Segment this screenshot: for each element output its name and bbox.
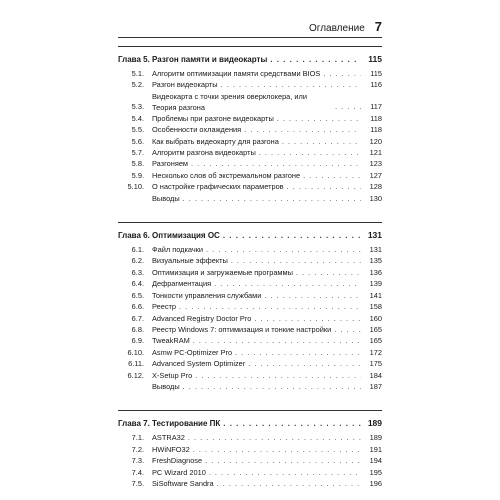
leader-dots: [270, 54, 361, 66]
section-title: ASTRA32: [152, 433, 185, 443]
toc-entry: [118, 444, 382, 455]
leader-dots: [217, 478, 361, 489]
toc-entry: [118, 335, 382, 346]
leader-dots: [323, 68, 361, 79]
table-of-contents: [118, 42, 382, 489]
section-title: TweakRAM: [152, 336, 190, 346]
section-number: 6.1.: [131, 245, 144, 255]
section-title: SiSoftware Sandra: [152, 478, 214, 488]
chapter-heading: [118, 417, 382, 430]
toc-entry: [118, 324, 382, 335]
toc-entry: [118, 244, 382, 255]
section-number: 5.6.: [131, 136, 144, 146]
toc-entry: [118, 68, 382, 79]
leader-dots: [287, 181, 361, 192]
leader-dots: [206, 244, 361, 255]
section-number: 7.3.: [131, 456, 144, 466]
toc-entry: [118, 381, 382, 392]
section-page: 194: [369, 456, 382, 466]
section-page: 136: [369, 267, 382, 277]
section-number: 6.5.: [131, 290, 144, 300]
section-page: 195: [369, 467, 382, 477]
toc-entry: [118, 193, 382, 204]
section-title: Проблемы при разгоне видеокарты: [152, 113, 274, 123]
section-page: 118: [370, 113, 382, 123]
section-title: Разгон видеокарты: [152, 80, 218, 90]
section-title: Тонкости управления службами: [152, 290, 262, 300]
section-title: Несколько слов об экстремальном разгоне: [152, 170, 301, 180]
section-title: Advanced System Optimizer: [152, 359, 246, 369]
section-page: 118: [370, 125, 382, 135]
chapter-block: [118, 222, 382, 392]
leader-dots: [191, 158, 361, 169]
page-number: 7: [374, 19, 382, 34]
section-number: 6.10.: [127, 347, 144, 357]
leader-dots: [264, 290, 361, 301]
section-page: 131: [369, 245, 382, 255]
section-number: 7.1.: [131, 433, 144, 443]
section-page: 130: [369, 193, 382, 203]
section-title: Как выбрать видеокарту для разгона: [152, 136, 279, 146]
toc-entry: [118, 347, 382, 358]
leader-dots: [277, 113, 361, 124]
leader-dots: [235, 347, 361, 358]
chapter-block: [118, 410, 382, 489]
section-page: 196: [369, 478, 382, 488]
header-rule: [118, 37, 382, 38]
section-page: 139: [369, 279, 382, 289]
toc-entry: [118, 313, 382, 324]
toc-entry: [118, 147, 382, 158]
section-number: 5.1.: [131, 69, 144, 78]
section-number: 5.9.: [131, 170, 144, 180]
chapter-rule: [118, 46, 382, 47]
toc-entry: [118, 136, 382, 147]
chapter-rule: [118, 222, 382, 223]
section-page: 160: [369, 313, 382, 323]
leader-dots: [335, 101, 361, 112]
section-number: 5.10.: [127, 182, 144, 192]
section-title: FreshDiagnose: [152, 456, 203, 466]
section-number: 6.7.: [131, 313, 144, 323]
chapter-title: Глава 7. Тестирование ПК: [118, 419, 221, 429]
toc-entry: [118, 478, 382, 489]
toc-entry: [118, 358, 382, 369]
leader-dots: [193, 335, 361, 346]
leader-dots: [223, 418, 361, 430]
chapter-block: [118, 46, 382, 204]
leader-dots: [254, 313, 361, 324]
section-page: 141: [369, 290, 382, 300]
leader-dots: [303, 170, 361, 181]
toc-entry: [118, 301, 382, 312]
toc-entry: [118, 455, 382, 466]
toc-entry: [118, 91, 382, 113]
section-number: 7.4.: [131, 467, 144, 477]
section-number: 6.3.: [131, 267, 144, 277]
page-header: [118, 19, 382, 37]
section-title: Asmw PC-Optimizer Pro: [152, 347, 233, 357]
toc-entry: [118, 267, 382, 278]
section-number: 5.5.: [131, 125, 144, 135]
section-title: Выводы: [152, 381, 180, 391]
leader-dots: [259, 147, 361, 158]
leader-dots: [183, 193, 361, 204]
section-number: 5.2.: [131, 80, 144, 90]
leader-dots: [231, 255, 361, 266]
section-title: Визуальные эффекты: [152, 256, 228, 266]
section-number: 6.11.: [128, 359, 144, 369]
chapter-page: 131: [367, 230, 382, 241]
leader-dots: [223, 230, 361, 242]
toc-entry: [118, 432, 382, 443]
section-title: Реестр Windows 7: оптимизация и тонкие настройки: [152, 324, 332, 334]
toc-entry: [118, 170, 382, 181]
section-page: 123: [369, 159, 382, 169]
section-number: 5.4.: [131, 113, 144, 123]
section-page: 128: [369, 182, 382, 192]
leader-dots: [296, 267, 361, 278]
toc-entry: [118, 158, 382, 169]
section-number: 6.2.: [131, 256, 144, 266]
section-page: 189: [369, 433, 382, 443]
section-page: 116: [370, 80, 382, 90]
toc-entry: [118, 278, 382, 289]
leader-dots: [214, 278, 361, 289]
toc-entry: [118, 124, 382, 135]
chapter-title: Глава 6. Оптимизация ОС: [118, 231, 220, 241]
toc-entry: [118, 255, 382, 266]
chapter-title: Глава 5. Разгон памяти и видеокарты: [118, 55, 268, 64]
section-title: PC Wizard 2010: [152, 467, 206, 477]
leader-dots: [179, 301, 361, 312]
leader-dots: [205, 455, 361, 466]
section-page: 187: [369, 381, 382, 391]
section-number: 7.5.: [131, 478, 144, 488]
section-title: Advanced Registry Doctor Pro: [152, 313, 252, 323]
leader-dots: [334, 324, 361, 335]
chapter-page: 115: [368, 54, 382, 64]
section-page: 172: [369, 347, 382, 357]
leader-dots: [244, 124, 361, 135]
leader-dots: [248, 358, 361, 369]
chapter-page: 189: [367, 418, 382, 429]
section-number: 5.7.: [131, 148, 144, 158]
section-number: 6.4.: [131, 279, 144, 289]
section-title: Файл подкачки: [152, 245, 204, 255]
section-page: 115: [370, 69, 382, 78]
leader-dots: [221, 79, 361, 90]
toc-entry: [118, 181, 382, 192]
section-page: 158: [369, 302, 382, 312]
running-title: Оглавление: [309, 23, 365, 34]
leader-dots: [193, 444, 361, 455]
section-number: 6.6.: [131, 302, 144, 312]
leader-dots: [188, 432, 361, 443]
section-title: Алгоритм разгона видеокарты: [152, 148, 256, 158]
leader-dots: [183, 381, 361, 392]
section-number: 6.12.: [127, 370, 144, 380]
section-number: 6.9.: [131, 336, 144, 346]
toc-entry: [118, 370, 382, 381]
chapter-heading: [118, 53, 382, 66]
section-title: Видеокарта с точки зрения оверклокера, или Теория разгона: [152, 91, 307, 112]
toc-entry: [118, 467, 382, 478]
section-title: Оптимизация и загружаемые программы: [152, 267, 293, 277]
section-page: 127: [369, 170, 382, 180]
section-number: 6.8.: [131, 324, 144, 334]
section-title: Выводы: [152, 193, 180, 203]
section-title: О настройке графических параметров: [152, 182, 284, 192]
section-title: Дефрагментация: [152, 279, 212, 289]
section-title: Реестр: [152, 302, 177, 312]
toc-entry: [118, 79, 382, 90]
section-title: X-Setup Pro: [152, 370, 193, 380]
section-page: 117: [370, 102, 382, 112]
chapter-heading: [118, 229, 382, 242]
section-number: 5.3.: [131, 102, 144, 112]
section-title: Разгоняем: [152, 159, 189, 169]
section-title: HWiNFO32: [152, 444, 190, 454]
section-page: 121: [369, 148, 382, 158]
toc-entry: [118, 113, 382, 124]
leader-dots: [195, 370, 361, 381]
section-title: Алгоритм оптимизации памяти средствами BIOS: [152, 69, 321, 78]
section-page: 191: [369, 444, 382, 454]
section-number: 5.8.: [131, 159, 144, 169]
chapter-rule: [118, 410, 382, 411]
leader-dots: [209, 467, 361, 478]
toc-entry: [118, 290, 382, 301]
section-number: 7.2.: [131, 444, 144, 454]
section-page: 175: [369, 359, 382, 369]
leader-dots: [282, 136, 361, 147]
section-page: 165: [369, 324, 382, 334]
section-page: 135: [369, 256, 382, 266]
section-page: 184: [369, 370, 382, 380]
section-page: 120: [369, 136, 382, 146]
section-page: 165: [369, 336, 382, 346]
section-title: Особенности охлаждения: [152, 125, 242, 135]
